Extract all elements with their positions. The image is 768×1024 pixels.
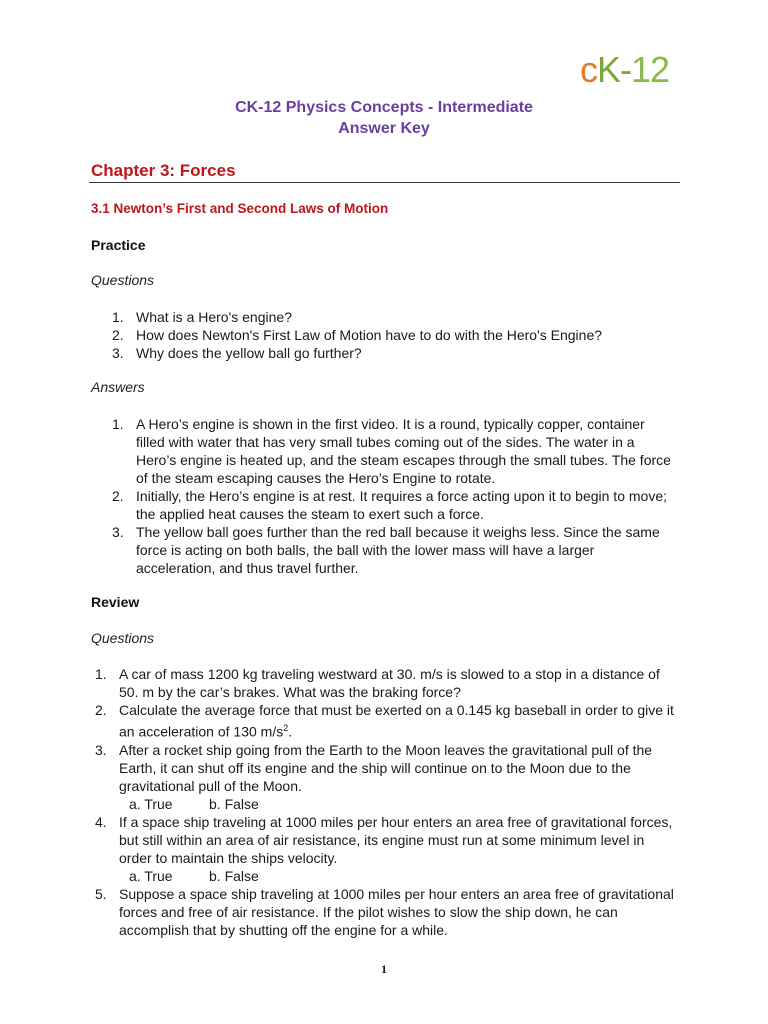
- option-true: a. True: [129, 867, 173, 884]
- list-item: 3. The yellow ball goes further than the red ball because it weighs less. Since the same force is acting on both balls, the ball with the lower mass will have a larger acceleration, and thus travel further.: [112, 524, 660, 576]
- review-question-3: After a rocket ship going from the Earth to the Moon leaves the gravitational pull of the Earth, it can shut off its engine and the ship will continue on to the Moon due to the gravitational pull of the Moon.: [119, 741, 653, 794]
- practice-answer-2: Initially, the Hero’s engine is at rest. It requires a force acting upon it to begin to move; the applied heat causes the steam to exert such a force.: [136, 488, 667, 522]
- list-item: 2. Initially, the Hero’s engine is at rest. It requires a force acting upon it to begin to move; the applied heat causes the steam to exert such a force.: [112, 488, 667, 522]
- review-question-4: If a space ship traveling at 1000 miles per hour enters an area free of gravitational forces, but still within an area of air resistance, its engine must run at some minimum level in order to maintain the ships velocity.: [119, 813, 673, 866]
- list-item: 1. A car of mass 1200 kg traveling westward at 30. m/s is slowed to a stop in a distance of 50. m by the car’s brakes. What was the braking force?: [95, 666, 660, 700]
- practice-answer-1: A Hero’s engine is shown in the first video. It is a round, typically copper, container filled with water that has very small tubes coming out of the sides. The water in a Hero’s engine is heated up, and the steam escapes through the small tubes. The force of the steam escaping causes the Hero’s Engine to rotate.: [136, 416, 671, 486]
- practice-questions-list: [112, 308, 672, 362]
- option-false: b. False: [209, 867, 259, 884]
- logo-k: K: [597, 49, 621, 90]
- list-item: 2. How does Newton's First Law of Motion have to do with the Hero's Engine?: [112, 327, 603, 343]
- section-heading: 3.1 Newton’s First and Second Laws of Motion: [91, 201, 389, 216]
- practice-questions-label: Questions: [91, 272, 155, 288]
- document-title: CK-12 Physics Concepts - Intermediate: [235, 99, 533, 116]
- superscript-2: 2: [283, 723, 289, 733]
- chapter-divider: [89, 182, 680, 183]
- list-item: 5. Suppose a space ship traveling at 1000 miles per hour enters an area free of gravitational forces and free of air resistance. If the pilot wishes to slow the ship down, he can accomplish that by shutting off the engine for a while.: [95, 885, 674, 938]
- chapter-heading: Chapter 3: Forces: [91, 161, 236, 180]
- practice-answers-list: [112, 415, 677, 577]
- list-item: 1. What is a Hero's engine?: [112, 309, 292, 325]
- option-false: b. False: [209, 795, 259, 812]
- practice-heading: Practice: [91, 237, 146, 253]
- logo-c: c: [580, 49, 597, 90]
- practice-question-2: How does Newton's First Law of Motion have to do with the Hero's Engine?: [136, 327, 603, 343]
- practice-question-3: Why does the yellow ball go further?: [136, 345, 362, 361]
- answer-options: [119, 795, 677, 813]
- practice-answers-label: Answers: [91, 379, 145, 395]
- review-questions-label: Questions: [91, 630, 155, 646]
- list-item: 3. After a rocket ship going from the Earth to the Moon leaves the gravitational pull of the Earth, it can shut off its engine and the ship will continue on to the Moon due to the gravitational pull of the Moon. a. True b. False: [95, 741, 677, 813]
- answer-options: [119, 867, 677, 885]
- page-number: 1: [381, 962, 387, 976]
- review-question-2-end: .: [288, 723, 293, 740]
- practice-question-1: What is a Hero's engine?: [136, 309, 292, 325]
- list-item: 2. Calculate the average force that must be exerted on a 0.145 kg baseball in order to give it an acceleration of 130 $m/s^2$.: [95, 702, 674, 740]
- review-heading: Review: [91, 594, 140, 610]
- list-item: 1. A Hero’s engine is shown in the first video. It is a round, typically copper, container filled with water that has very small tubes coming out of the sides. The water in a Hero’s engine is heated up, and the steam escapes through the small tubes. The force of the steam escaping causes the Hero’s Engine to rotate.: [112, 416, 671, 486]
- list-item: 3. Why does the yellow ball go further?: [112, 345, 362, 361]
- list-item: 4. If a space ship traveling at 1000 miles per hour enters an area free of gravitational forces, but still within an area of air resistance, its engine must run at some minimum level in order to maintain the ships velocity. a. True b. False: [95, 813, 677, 885]
- practice-answer-3: The yellow ball goes further than the red ball because it weighs less. Since the same force is acting on both balls, the ball with the lower mass will have a larger acceleration, and thus travel further.: [136, 524, 660, 576]
- option-true: a. True: [129, 795, 173, 812]
- document-subtitle: Answer Key: [338, 120, 430, 137]
- review-questions-list: [95, 665, 677, 939]
- review-question-5: Suppose a space ship traveling at 1000 miles per hour enters an area free of gravitational forces and free of air resistance. If the pilot wishes to slow the ship down, he can accomplish that by shutting off the engine for a while.: [119, 885, 674, 938]
- logo-12: 12: [631, 49, 670, 90]
- logo-dash: -: [620, 49, 632, 90]
- ck12-logo: [580, 49, 670, 90]
- review-question-2: Calculate the average force that must be exerted on a 0.145 kg baseball in order to give it an acceleration of 130 m/s: [119, 702, 674, 740]
- review-question-1: A car of mass 1200 kg traveling westward at 30. m/s is slowed to a stop in a distance of 50. m by the car’s brakes. What was the braking force?: [119, 666, 660, 700]
